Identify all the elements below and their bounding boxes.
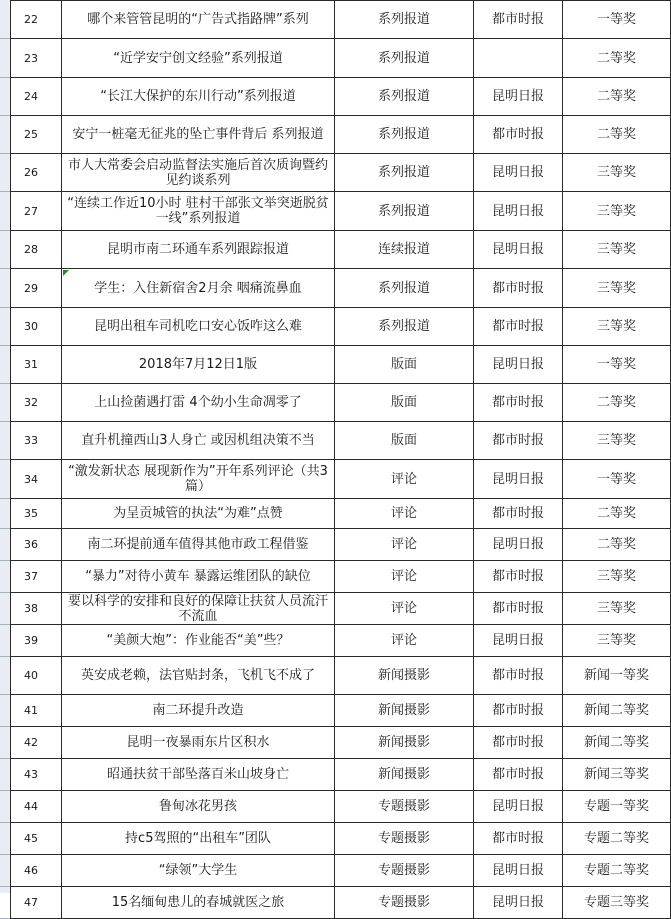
table-row[interactable]: [11, 154, 671, 192]
cell-award[interactable]: 一等奖: [563, 1, 671, 39]
cell-number[interactable]: 44: [11, 791, 62, 823]
cell-category[interactable]: 版面: [335, 346, 474, 384]
cell-number[interactable]: 34: [11, 460, 62, 499]
cell-newspaper[interactable]: 都市时报: [474, 422, 563, 460]
cell-number[interactable]: 33: [11, 422, 62, 460]
cell-number[interactable]: 25: [11, 116, 62, 154]
row-header-divider: [0, 656, 10, 657]
row-header-divider: [0, 592, 10, 593]
table-row[interactable]: [11, 657, 671, 695]
cell-award[interactable]: 一等奖: [563, 346, 671, 384]
cell-award[interactable]: 专题二等奖: [563, 855, 671, 887]
row-header-divider: [0, 790, 10, 791]
row-header-divider: [0, 854, 10, 855]
table-row[interactable]: [11, 116, 671, 154]
cell-award[interactable]: 一等奖: [563, 460, 671, 499]
cell-category[interactable]: 专题摄影: [335, 887, 474, 919]
cell-newspaper[interactable]: 都市时报: [474, 759, 563, 791]
cell-category[interactable]: 专题摄影: [335, 855, 474, 887]
cell-category[interactable]: 系列报道: [335, 192, 474, 231]
cell-category[interactable]: 评论: [335, 499, 474, 529]
cell-title[interactable]: 南二环提升改造: [62, 695, 335, 727]
cell-award[interactable]: 新闻一等奖: [563, 657, 671, 695]
table-row[interactable]: [11, 593, 671, 625]
cell-number[interactable]: 38: [11, 593, 62, 625]
cell-number[interactable]: 45: [11, 823, 62, 855]
table-row[interactable]: [11, 887, 671, 919]
table-row[interactable]: [11, 855, 671, 887]
cell-number[interactable]: 43: [11, 759, 62, 791]
cell-title[interactable]: 英安成老赖，法官贴封条，飞机飞不成了: [62, 657, 335, 695]
row-header-divider: [0, 383, 10, 384]
cell-category[interactable]: 专题摄影: [335, 823, 474, 855]
cell-newspaper[interactable]: 都市时报: [474, 593, 563, 625]
cell-award[interactable]: 三等奖: [563, 231, 671, 269]
table-row[interactable]: [11, 346, 671, 384]
table-row[interactable]: [11, 727, 671, 759]
cell-title[interactable]: 鲁甸冰花男孩: [62, 791, 335, 823]
cell-category[interactable]: 系列报道: [335, 308, 474, 346]
cell-newspaper[interactable]: 都市时报: [474, 384, 563, 422]
cell-category[interactable]: 系列报道: [335, 154, 474, 192]
cell-award[interactable]: 二等奖: [563, 529, 671, 561]
row-header-divider: [0, 77, 10, 78]
cell-number[interactable]: 27: [11, 192, 62, 231]
cell-award[interactable]: 三等奖: [563, 308, 671, 346]
cell-award[interactable]: 三等奖: [563, 154, 671, 192]
row-header-divider: [0, 498, 10, 499]
table-row[interactable]: [11, 231, 671, 269]
cell-number[interactable]: 42: [11, 727, 62, 759]
cell-title[interactable]: 昭通扶贫干部坠落百米山坡身亡: [62, 759, 335, 791]
cell-title[interactable]: “绿领”大学生: [62, 855, 335, 887]
row-header-divider: [0, 560, 10, 561]
cell-number[interactable]: 47: [11, 887, 62, 919]
cell-award[interactable]: 专题三等奖: [563, 887, 671, 919]
cell-award[interactable]: 专题二等奖: [563, 823, 671, 855]
awards-table-body: [11, 1, 671, 919]
cell-title[interactable]: “连续工作近10小时 驻村干部张文举突逝脱贫一线”系列报道: [62, 192, 335, 231]
cell-newspaper[interactable]: 都市时报: [474, 1, 563, 39]
cell-number[interactable]: 37: [11, 561, 62, 593]
cell-title[interactable]: “激发新状态 展现新作为”开年系列评论（共3篇）: [62, 460, 335, 499]
cell-award[interactable]: 新闻三等奖: [563, 759, 671, 791]
cell-title[interactable]: 昆明出租车司机吃口安心饭咋这么难: [62, 308, 335, 346]
cell-title[interactable]: 为呈贡城管的执法“为难”点赞: [62, 499, 335, 529]
cell-newspaper[interactable]: 昆明日报: [474, 529, 563, 561]
cell-award[interactable]: 三等奖: [563, 422, 671, 460]
cell-category[interactable]: 新闻摄影: [335, 657, 474, 695]
table-row[interactable]: [11, 695, 671, 727]
row-header-divider: [0, 230, 10, 231]
cell-title[interactable]: 学生：入住新宿舍2月余 咽痛流鼻血: [62, 269, 335, 308]
row-header-divider: [0, 528, 10, 529]
cell-award[interactable]: 三等奖: [563, 561, 671, 593]
cell-newspaper[interactable]: 昆明日报: [474, 192, 563, 231]
cell-number[interactable]: 36: [11, 529, 62, 561]
cell-newspaper[interactable]: 昆明日报: [474, 460, 563, 499]
table-row[interactable]: [11, 1, 671, 39]
table-row[interactable]: [11, 759, 671, 791]
cell-category[interactable]: 评论: [335, 561, 474, 593]
cell-category[interactable]: 系列报道: [335, 269, 474, 308]
table-row[interactable]: [11, 384, 671, 422]
row-header-divider: [0, 886, 10, 887]
cell-number[interactable]: 28: [11, 231, 62, 269]
table-row[interactable]: [11, 192, 671, 231]
cell-title[interactable]: “美颜大炮”：作业能否“美”些？: [62, 625, 335, 657]
cell-newspaper[interactable]: 都市时报: [474, 308, 563, 346]
cell-title[interactable]: 上山捡菌遇打雷 4个幼小生命凋零了: [62, 384, 335, 422]
cell-category[interactable]: 评论: [335, 625, 474, 657]
cell-number[interactable]: 46: [11, 855, 62, 887]
cell-number[interactable]: 29: [11, 269, 62, 308]
cell-category[interactable]: 评论: [335, 529, 474, 561]
cell-newspaper[interactable]: 都市时报: [474, 561, 563, 593]
cell-title[interactable]: 要以科学的安排和良好的保障让扶贫人员流汗不流血: [62, 593, 335, 625]
cell-award[interactable]: 二等奖: [563, 39, 671, 78]
cell-category[interactable]: 新闻摄影: [335, 727, 474, 759]
cell-category[interactable]: 专题摄影: [335, 791, 474, 823]
cell-award[interactable]: 新闻二等奖: [563, 695, 671, 727]
cell-number[interactable]: 30: [11, 308, 62, 346]
cell-award[interactable]: 新闻二等奖: [563, 727, 671, 759]
table-row[interactable]: [11, 308, 671, 346]
row-header-divider: [0, 307, 10, 308]
cell-title[interactable]: 昆明市南二环通车系列跟踪报道: [62, 231, 335, 269]
table-row[interactable]: [11, 422, 671, 460]
cell-award[interactable]: 二等奖: [563, 499, 671, 529]
table-row[interactable]: [11, 625, 671, 657]
table-row[interactable]: [11, 561, 671, 593]
cell-award[interactable]: 三等奖: [563, 192, 671, 231]
row-header-divider: [0, 694, 10, 695]
cell-title[interactable]: 昆明一夜暴雨东片区积水: [62, 727, 335, 759]
cell-award[interactable]: 二等奖: [563, 116, 671, 154]
cell-newspaper[interactable]: 昆明日报: [474, 231, 563, 269]
cell-award[interactable]: 专题一等奖: [563, 791, 671, 823]
row-header-divider: [0, 421, 10, 422]
cell-number[interactable]: 40: [11, 657, 62, 695]
table-row[interactable]: [11, 499, 671, 529]
cell-category[interactable]: 系列报道: [335, 78, 474, 116]
cell-newspaper[interactable]: 昆明日报: [474, 791, 563, 823]
cell-number[interactable]: 39: [11, 625, 62, 657]
cell-title[interactable]: 安宁一桩毫无征兆的坠亡事件背后 系列报道: [62, 116, 335, 154]
cell-award[interactable]: 三等奖: [563, 593, 671, 625]
cell-category[interactable]: 新闻摄影: [335, 759, 474, 791]
cell-newspaper[interactable]: 昆明日报: [474, 346, 563, 384]
cell-category[interactable]: 系列报道: [335, 116, 474, 154]
cell-newspaper[interactable]: 昆明日报: [474, 887, 563, 919]
cell-category[interactable]: 版面: [335, 384, 474, 422]
cell-newspaper[interactable]: 都市时报: [474, 727, 563, 759]
cell-award[interactable]: 二等奖: [563, 78, 671, 116]
table-row[interactable]: [11, 460, 671, 499]
row-header-divider: [0, 459, 10, 460]
cell-title[interactable]: 南二环提前通车值得其他市政工程借鉴: [62, 529, 335, 561]
row-header-divider: [0, 624, 10, 625]
cell-newspaper[interactable]: 都市时报: [474, 823, 563, 855]
cell-title[interactable]: 哪个来管管昆明的“广告式指路牌”系列: [62, 1, 335, 39]
row-header-divider: [0, 268, 10, 269]
cell-category[interactable]: 系列报道: [335, 1, 474, 39]
table-row[interactable]: [11, 823, 671, 855]
cell-award[interactable]: 三等奖: [563, 625, 671, 657]
cell-category[interactable]: 连续报道: [335, 231, 474, 269]
row-header-divider: [0, 345, 10, 346]
table-row[interactable]: [11, 39, 671, 78]
cell-title[interactable]: 15名缅甸患儿的春城就医之旅: [62, 887, 335, 919]
cell-newspaper[interactable]: 都市时报: [474, 269, 563, 308]
cell-title[interactable]: 市人大常委会启动监督法实施后首次质询暨约见约谈系列: [62, 154, 335, 192]
cell-category[interactable]: 版面: [335, 422, 474, 460]
cell-category[interactable]: 系列报道: [335, 39, 474, 78]
cell-award[interactable]: 二等奖: [563, 384, 671, 422]
cell-newspaper[interactable]: 昆明日报: [474, 154, 563, 192]
cell-number[interactable]: 32: [11, 384, 62, 422]
row-header-divider: [0, 115, 10, 116]
cell-title[interactable]: 持c5驾照的“出租车”团队: [62, 823, 335, 855]
cell-title[interactable]: 直升机撞西山3人身亡 或因机组决策不当: [62, 422, 335, 460]
cell-title[interactable]: 2018年7月12日1版: [62, 346, 335, 384]
table-row[interactable]: [11, 791, 671, 823]
awards-table: [10, 0, 671, 919]
cell-title[interactable]: “长江大保护的东川行动”系列报道: [62, 78, 335, 116]
cell-category[interactable]: 评论: [335, 460, 474, 499]
cell-newspaper[interactable]: 都市时报: [474, 499, 563, 529]
cell-newspaper[interactable]: 昆明日报: [474, 855, 563, 887]
table-row[interactable]: [11, 269, 671, 308]
cell-number[interactable]: 23: [11, 39, 62, 78]
row-header-divider: [0, 822, 10, 823]
cell-comment-indicator-icon[interactable]: [63, 270, 69, 276]
cell-number[interactable]: 41: [11, 695, 62, 727]
row-header-divider: [0, 153, 10, 154]
row-header-divider: [0, 758, 10, 759]
table-row[interactable]: [11, 78, 671, 116]
row-header-divider: [0, 726, 10, 727]
row-header-divider: [0, 191, 10, 192]
cell-newspaper[interactable]: 昆明日报: [474, 78, 563, 116]
row-header-divider: [0, 38, 10, 39]
cell-category[interactable]: 新闻摄影: [335, 695, 474, 727]
cell-number[interactable]: 24: [11, 78, 62, 116]
cell-newspaper[interactable]: 昆明日报: [474, 625, 563, 657]
cell-number[interactable]: 31: [11, 346, 62, 384]
cell-newspaper[interactable]: 都市时报: [474, 695, 563, 727]
cell-newspaper[interactable]: 都市时报: [474, 657, 563, 695]
cell-award[interactable]: 三等奖: [563, 269, 671, 308]
cell-title[interactable]: “近学安宁创文经验”系列报道: [62, 39, 335, 78]
cell-number[interactable]: 22: [11, 1, 62, 39]
cell-title[interactable]: “暴力”对待小黄车 暴露运维团队的缺位: [62, 561, 335, 593]
cell-newspaper[interactable]: 都市时报: [474, 116, 563, 154]
cell-number[interactable]: 35: [11, 499, 62, 529]
cell-number[interactable]: 26: [11, 154, 62, 192]
cell-category[interactable]: 评论: [335, 593, 474, 625]
table-row[interactable]: [11, 529, 671, 561]
cell-newspaper[interactable]: [474, 39, 563, 78]
